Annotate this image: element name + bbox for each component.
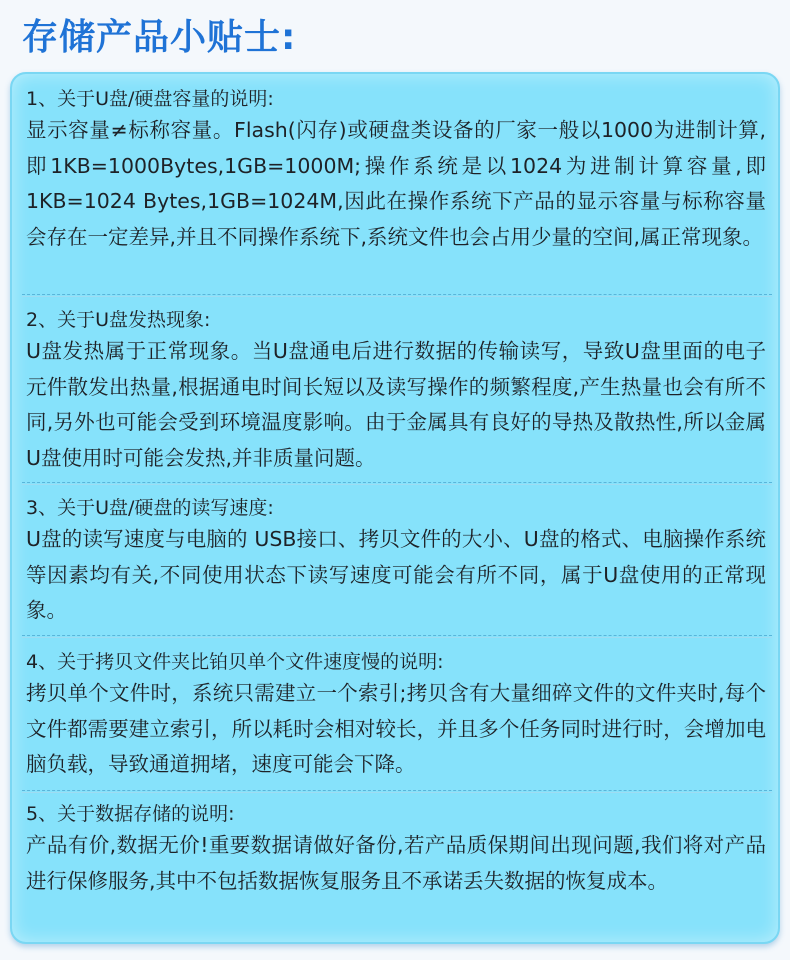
tips-panel — [10, 72, 780, 944]
tip-body: 产品有价,数据无价!重要数据请做好备份,若产品质保期间出现问题,我们将对产品进行保修服务,其中不包括数据恢复服务且不承诺丢失数据的恢复成本。 — [26, 833, 766, 893]
tip-section-heat — [12, 306, 778, 476]
tip-body: U盘发热属于正常现象。当U盘通电后进行数据的传输读写，导致U盘里面的电子元件散发出热量,根据通电时间长短以及读写操作的频繁程度,产生热量也会有所不同,另外也可能会受到环境温度影响。由于金属具有良好的导热及散热性,所以金属U盘使用时可能会发热,并非质量问题。 — [26, 339, 766, 470]
tip-section-speed — [12, 494, 778, 629]
section-divider — [22, 790, 772, 793]
section-divider — [22, 635, 772, 638]
tip-body: U盘的读写速度与电脑的 USB接口、拷贝文件的大小、U盘的格式、电脑操作系统等因素均有关,不同使用状态下读写速度可能会有所不同，属于U盘使用的正常现象。 — [26, 527, 766, 622]
tip-body: 显示容量≠标称容量。Flash(闪存)或硬盘类设备的厂家一般以1000为进制计算,即1KB=1000Bytes,1GB=1000M;操作系统是以1024为进制计算容量,即1KB=1024 Bytes,1GB=1024M,因此在操作系统下产品的显示容量与标称容量会存在一定差异,并且不同操作系统下,系统文件也会占用少量的空间,属正常现象。 — [26, 118, 766, 249]
tip-body: 拷贝单个文件时，系统只需建立一个索引;拷贝含有大量细碎文件的文件夹时,每个文件都需要建立索引，所以耗时会相对较长，并且多个任务同时进行时，会增加电脑负载，导致通道拥堵，速度可能会下降。 — [26, 681, 766, 776]
tip-heading: 4、关于拷贝文件夹比铂贝单个文件速度慢的说明: — [26, 651, 444, 673]
section-divider — [22, 482, 772, 485]
tip-heading: 1、关于U盘/硬盘容量的说明: — [26, 88, 274, 110]
tip-section-capacity — [12, 85, 778, 255]
tip-heading: 2、关于U盘发热现象: — [26, 309, 211, 331]
section-divider — [22, 294, 772, 297]
tip-heading: 3、关于U盘/硬盘的读写速度: — [26, 497, 274, 519]
tip-section-copy — [12, 648, 778, 783]
tip-heading: 5、关于数据存储的说明: — [26, 803, 235, 825]
page-title: 存储产品小贴士: — [22, 17, 297, 58]
tip-section-data — [12, 800, 778, 899]
